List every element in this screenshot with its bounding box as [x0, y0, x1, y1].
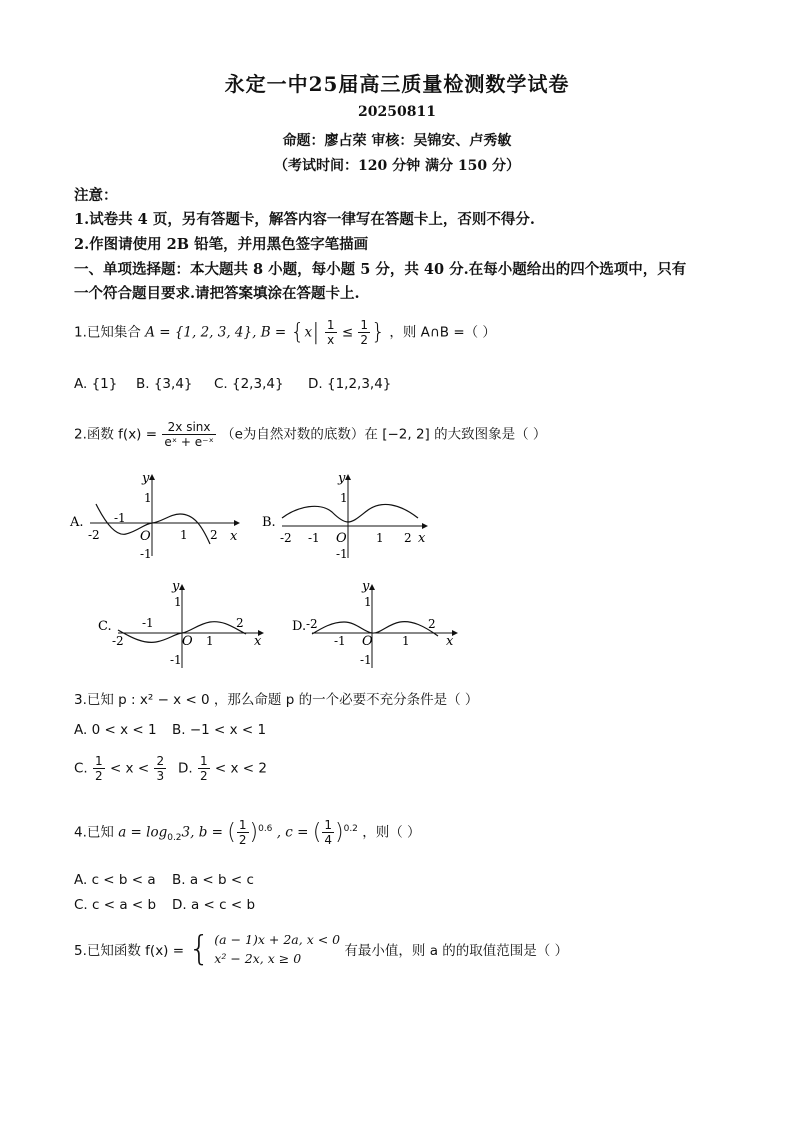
question-5: 5.已知函数 f(x) = { (a − 1)x + 2a, x < 0 x² − 2x, x ≥ 0 有最小值，则 a 的的取值范围是（ ）	[74, 929, 569, 969]
exam-authors: 命题：廖占荣 审核：吴锦安、卢秀敏	[282, 133, 512, 149]
q2-prefix: 2.函数 f(x) =	[74, 426, 158, 443]
svg-text:2: 2	[404, 531, 412, 545]
q1-set-b-var: x	[304, 324, 313, 341]
svg-text:x: x	[418, 531, 426, 546]
svg-text:-1: -1	[142, 616, 154, 630]
exam-date: 20250811	[358, 104, 436, 120]
question-4: 4.已知 $a = \log_{0.2}3$, b = ( $\frac{1}{2}$ )$^{0.6}$ , c = ( $\frac{1}{4}$ )$^{0.2}$ ，则（ ）	[74, 818, 421, 847]
svg-text:1: 1	[180, 528, 188, 542]
q3-option-b: B. −1 < x < 1	[172, 722, 267, 738]
svg-text:-1: -1	[140, 547, 152, 561]
q1-option-c: C. {2,3,4}	[214, 376, 284, 392]
q2-fraction: $\frac{\text{2x sinx}}{\text{eˣ + e⁻ˣ}}$	[164, 420, 214, 449]
q1-prefix: 1.已知集合	[74, 324, 141, 341]
svg-text:-2: -2	[306, 617, 318, 631]
q2-graph-b	[258, 466, 438, 566]
svg-text:x: x	[446, 634, 454, 649]
svg-text:-1: -1	[334, 634, 346, 648]
svg-text:y: y	[172, 579, 180, 594]
q1-option-d: D. {1,2,3,4}	[308, 376, 392, 392]
q1-tail: ，则 A∩B =（ ）	[389, 324, 496, 341]
graph-d-label: D.	[292, 619, 307, 634]
notice-line-1: 1.试卷共 4 页，另有答题卡，解答内容一律写在答题卡上，否则不得分.	[74, 211, 535, 228]
q2-graph-a	[66, 466, 246, 566]
question-1: 1.已知集合 A = {1, 2, 3, 4}, B = {x| $\frac{1}{x}$ ≤ $\frac{1}{2}$ } ，则 A∩B =（ ）	[74, 318, 496, 347]
svg-text:O: O	[140, 529, 151, 544]
notice-heading: 注意：	[74, 187, 118, 204]
svg-text:-1: -1	[360, 653, 372, 667]
q1-fraction-2: $\frac{1}{2}$	[360, 318, 369, 347]
svg-text:2: 2	[210, 528, 218, 542]
q4-option-d: D. a < c < b	[172, 897, 256, 913]
svg-text:O: O	[336, 531, 347, 546]
graph-b-curve	[282, 504, 418, 522]
q1-option-a: A. {1}	[74, 376, 118, 392]
q5-case-1: (a − 1)x + 2a, x < 0	[214, 932, 341, 947]
q1-option-b: B. {3,4}	[136, 376, 193, 392]
svg-text:-1: -1	[336, 547, 348, 561]
q1-set-a: A = {1, 2, 3, 4}	[145, 324, 253, 341]
svg-text:1: 1	[144, 491, 152, 505]
page-title: 永定一中25届高三质量检测数学试卷	[224, 72, 570, 96]
svg-text:O: O	[182, 634, 193, 649]
exam-timing: （考试时间：120 分钟 满分 150 分）	[274, 158, 520, 174]
svg-text:2: 2	[428, 617, 436, 631]
svg-text:-1: -1	[308, 531, 320, 545]
graph-b-label: B.	[262, 515, 276, 530]
svg-text:1: 1	[376, 531, 384, 545]
svg-text:2: 2	[236, 616, 244, 630]
svg-text:1: 1	[340, 491, 348, 505]
q2-graph-c	[94, 576, 274, 676]
svg-text:y: y	[338, 471, 346, 486]
svg-text:1: 1	[206, 634, 214, 648]
svg-text:1: 1	[364, 595, 372, 609]
graph-d-curve	[312, 622, 438, 636]
svg-text:x: x	[230, 529, 238, 544]
q4-option-a: A. c < b < a	[74, 872, 156, 888]
svg-text:y: y	[142, 471, 150, 486]
svg-text:y: y	[362, 579, 370, 594]
svg-text:O: O	[362, 634, 373, 649]
q3-option-c: C. $\frac{1}{2}$ < x < $\frac{2}{3}$	[74, 754, 165, 783]
svg-text:-2: -2	[280, 531, 292, 545]
svg-text:-2: -2	[88, 528, 100, 542]
q4-option-c: C. c < a < b	[74, 897, 157, 913]
svg-text:-1: -1	[114, 511, 126, 525]
q1-le: ≤	[341, 324, 354, 341]
q3-option-d: D. $\frac{1}{2}$ < x < 2	[178, 754, 267, 783]
notice-line-2: 2.作图请使用 2B 铅笔，并用黑色签字笔描画	[74, 236, 369, 253]
graph-a-label: A.	[70, 515, 84, 530]
q1-set-b-label: , B =	[252, 324, 291, 341]
q2-graph-d	[288, 576, 468, 676]
q2-tail: （e为自然对数的底数）在 [−2, 2] 的大致图象是（ ）	[221, 426, 547, 443]
q4-option-b: B. a < b < c	[172, 872, 254, 888]
question-2	[74, 420, 546, 449]
svg-text:-1: -1	[170, 653, 182, 667]
section-heading-line-2: 一个符合题目要求.请把答案填涂在答题卡上.	[74, 285, 360, 302]
q5-case-2: x² − 2x, x ≥ 0	[214, 951, 302, 966]
graph-c-label: C.	[98, 619, 112, 634]
svg-text:1: 1	[402, 634, 410, 648]
svg-text:-2: -2	[112, 634, 124, 648]
svg-text:1: 1	[174, 595, 182, 609]
q1-fraction-1: $\frac{1}{x}$	[326, 318, 335, 347]
section-heading-line-1: 一、单项选择题：本大题共 8 小题，每小题 5 分，共 40 分.在每小题给出的四个选项中，只有	[74, 261, 687, 278]
q3-option-a: A. 0 < x < 1	[74, 722, 157, 738]
svg-text:x: x	[254, 634, 262, 649]
question-3: 3.已知 p : x² − x < 0 ，那么命题 p 的一个必要不充分条件是（ ）	[74, 692, 479, 708]
